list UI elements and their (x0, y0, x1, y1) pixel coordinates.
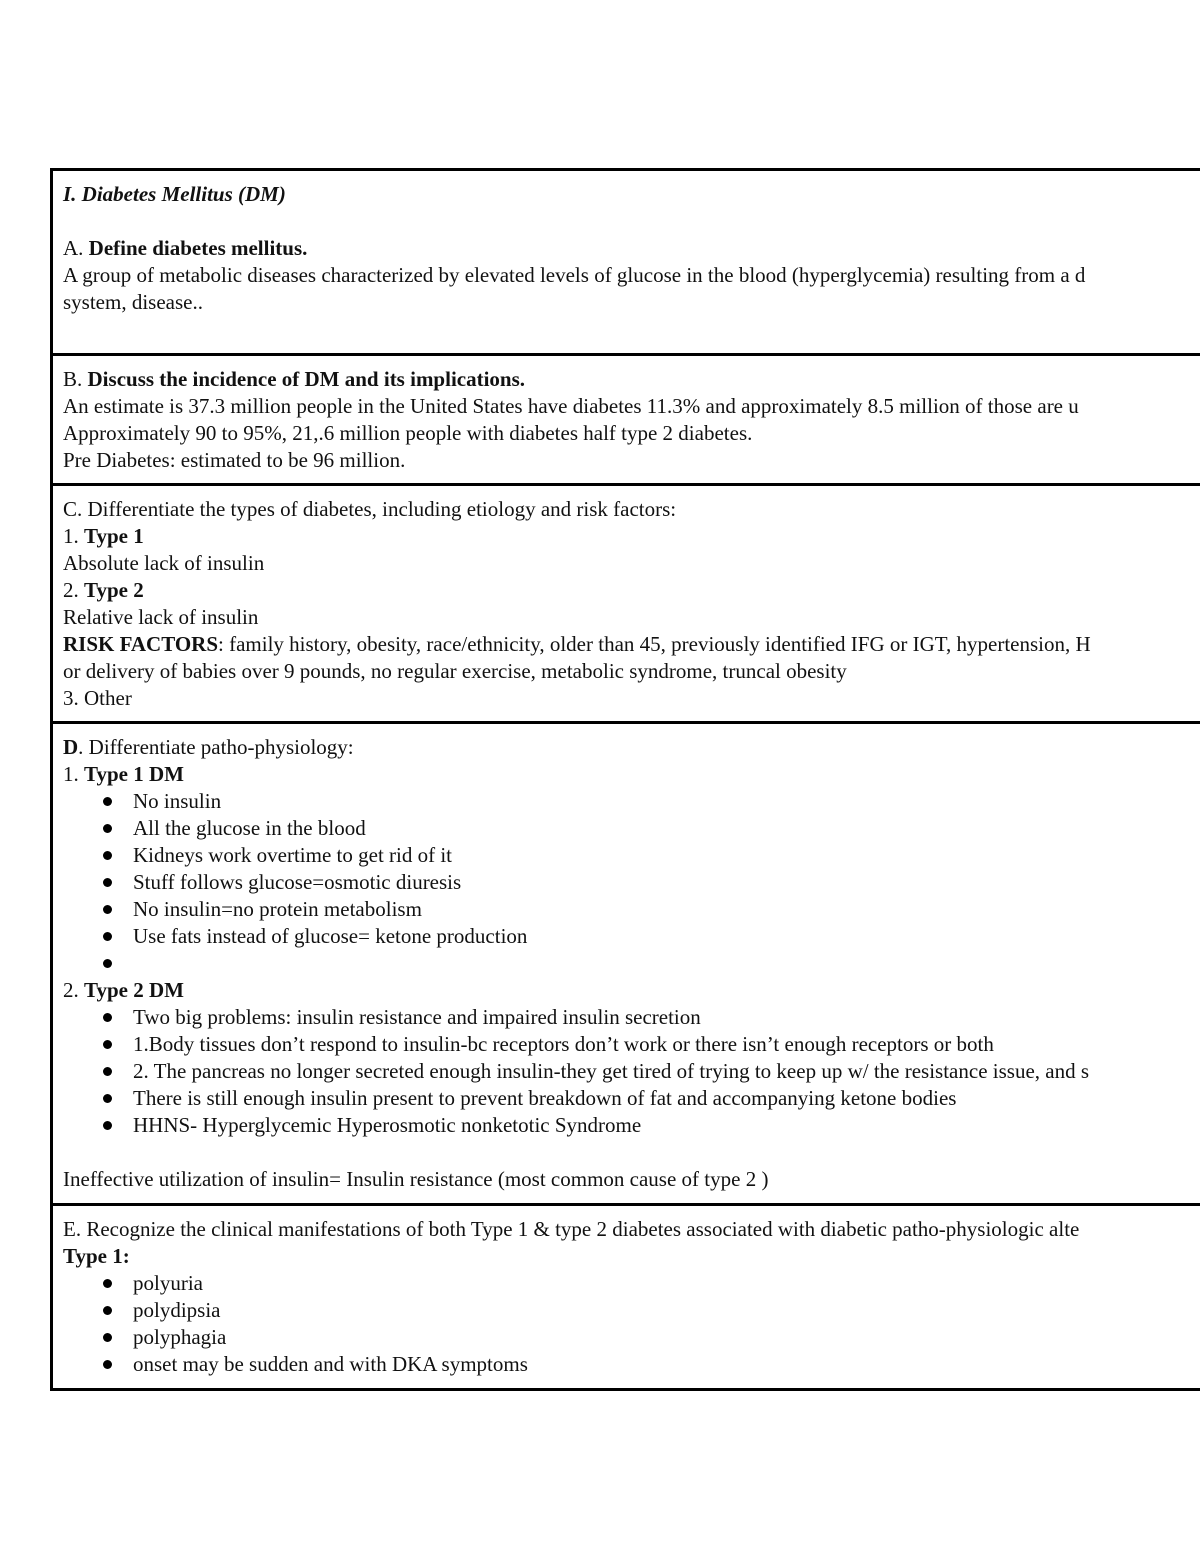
list-item (63, 1270, 1200, 1297)
bullet-icon (103, 932, 112, 941)
section-c-type2-desc: Relative lack of insulin (63, 605, 259, 629)
list-item (63, 869, 1200, 896)
list-item-text: Two big problems: insulin resistance and impaired insulin secretion (133, 1005, 701, 1029)
list-item (63, 923, 1200, 950)
list-item-text: All the glucose in the blood (133, 816, 366, 840)
section-a-heading: Define diabetes mellitus. (88, 236, 308, 260)
bullet-icon (103, 1094, 112, 1103)
list-item (63, 1324, 1200, 1351)
document-title: I. Diabetes Mellitus (DM) (63, 182, 286, 206)
section-d-footer: Ineffective utilization of insulin= Insulin resistance (most common cause of type 2 ) (63, 1167, 769, 1191)
bullet-icon (103, 905, 112, 914)
list-item (63, 1085, 1200, 1112)
bullet-icon (103, 959, 112, 968)
document-table (50, 168, 1200, 1391)
section-a-heading-line (63, 235, 1200, 262)
section-c-type2-line (63, 577, 1200, 604)
section-d-heading-line (63, 734, 1200, 761)
list-item-text: Stuff follows glucose=osmotic diuresis (133, 870, 462, 894)
list-item-text: onset may be sudden and with DKA symptoms (133, 1352, 528, 1376)
section-a-cell (53, 171, 1200, 356)
list-item-text: 2. The pancreas no longer secreted enough insulin-they get tired of trying to keep up w/ the resistance issue, and s (133, 1059, 1090, 1083)
bullet-icon (103, 851, 112, 860)
section-d-type2-prefix: 2. (63, 978, 84, 1002)
section-d-prefix: D (63, 735, 79, 759)
list-item-text: Kidneys work overtime to get rid of it (133, 843, 453, 867)
bullet-icon (103, 797, 112, 806)
section-b-heading: Discuss the incidence of DM and its implications. (87, 367, 526, 391)
type2-pathophysiology-list (63, 1004, 1200, 1139)
risk-factors-line (63, 631, 1200, 658)
section-a-prefix: A. (63, 236, 89, 260)
section-c-type1-label: Type 1 (84, 524, 144, 548)
section-b-text-1: An estimate is 37.3 million people in the United States have diabetes 11.3% and approximately 8.5 million of those are u (63, 394, 1079, 418)
section-b-text-2: Approximately 90 to 95%, 21,.6 million people with diabetes half type 2 diabetes. (63, 421, 753, 445)
section-c-type2-label: Type 2 (84, 578, 144, 602)
section-b-cell (53, 356, 1200, 486)
section-d-type1-label: Type 1 DM (84, 762, 184, 786)
list-item (63, 815, 1200, 842)
bullet-icon (103, 1013, 112, 1022)
bullet-icon (103, 1040, 112, 1049)
bullet-icon (103, 1279, 112, 1288)
risk-factors-label: RISK FACTORS (63, 632, 219, 656)
section-c-type1-prefix: 1. (63, 524, 84, 548)
section-c-type2-prefix: 2. (63, 578, 84, 602)
section-d-type1-prefix: 1. (63, 762, 84, 786)
list-item-text: No insulin (133, 789, 222, 813)
list-item-text: There is still enough insulin present to prevent breakdown of fat and accompanying ketone bodies (133, 1086, 957, 1110)
list-item (63, 1351, 1200, 1378)
list-item (63, 896, 1200, 923)
list-item-text: No insulin=no protein metabolism (133, 897, 422, 921)
bullet-icon (103, 1121, 112, 1130)
list-item (63, 1112, 1200, 1139)
section-b-heading-line (63, 366, 1200, 393)
list-item-text: polyuria (133, 1271, 203, 1295)
section-d-type2-label: Type 2 DM (84, 978, 184, 1002)
list-item-text: polydipsia (133, 1298, 221, 1322)
list-item (63, 1004, 1200, 1031)
section-c-type1-desc: Absolute lack of insulin (63, 551, 265, 575)
bullet-icon (103, 1360, 112, 1369)
list-item-text: Use fats instead of glucose= ketone production (133, 924, 528, 948)
type1-pathophysiology-list (63, 788, 1200, 977)
risk-factors-text: : family history, obesity, race/ethnicity, older than 45, previously identified IFG or IGT, hypertension, H (218, 632, 1091, 656)
list-item-text: HHNS- Hyperglycemic Hyperosmotic nonketotic Syndrome (133, 1113, 642, 1137)
section-d-type2-line (63, 977, 1200, 1004)
bullet-icon (103, 1306, 112, 1315)
list-item (63, 1297, 1200, 1324)
section-b-text-3: Pre Diabetes: estimated to be 96 million. (63, 448, 406, 472)
bullet-icon (103, 878, 112, 887)
section-a-text-1: A group of metabolic diseases characterized by elevated levels of glucose in the blood (hyperglycemia) resulting from a d (63, 263, 1086, 287)
bullet-icon (103, 1333, 112, 1342)
list-item-text: 1.Body tissues don’t respond to insulin-bc receptors don’t work or there isn’t enough receptors or both (133, 1032, 994, 1056)
list-item (63, 950, 1200, 977)
section-e-cell (53, 1206, 1200, 1391)
section-c-cell (53, 486, 1200, 724)
list-item-text: polyphagia (133, 1325, 227, 1349)
section-d-type1-line (63, 761, 1200, 788)
bullet-icon (103, 824, 112, 833)
list-item (63, 788, 1200, 815)
section-e-heading: E. Recognize the clinical manifestations of both Type 1 & type 2 diabetes associated with diabetic patho-physiologic alte (63, 1217, 1080, 1241)
risk-factors-text-2: or delivery of babies over 9 pounds, no regular exercise, metabolic syndrome, truncal obesity (63, 659, 847, 683)
section-d-cell (53, 724, 1200, 1206)
section-e-type1-label: Type 1: (63, 1244, 130, 1268)
list-item (63, 842, 1200, 869)
section-b-prefix: B. (63, 367, 88, 391)
section-d-heading: . Differentiate patho-physiology: (78, 735, 354, 759)
section-a-text-2: system, disease.. (63, 290, 203, 314)
section-c-type1-line (63, 523, 1200, 550)
type1-manifestations-list (63, 1270, 1200, 1378)
section-c-heading: C. Differentiate the types of diabetes, including etiology and risk factors: (63, 497, 677, 521)
bullet-icon (103, 1067, 112, 1076)
list-item (63, 1031, 1200, 1058)
list-item (63, 1058, 1200, 1085)
section-c-other: 3. Other (63, 686, 132, 710)
